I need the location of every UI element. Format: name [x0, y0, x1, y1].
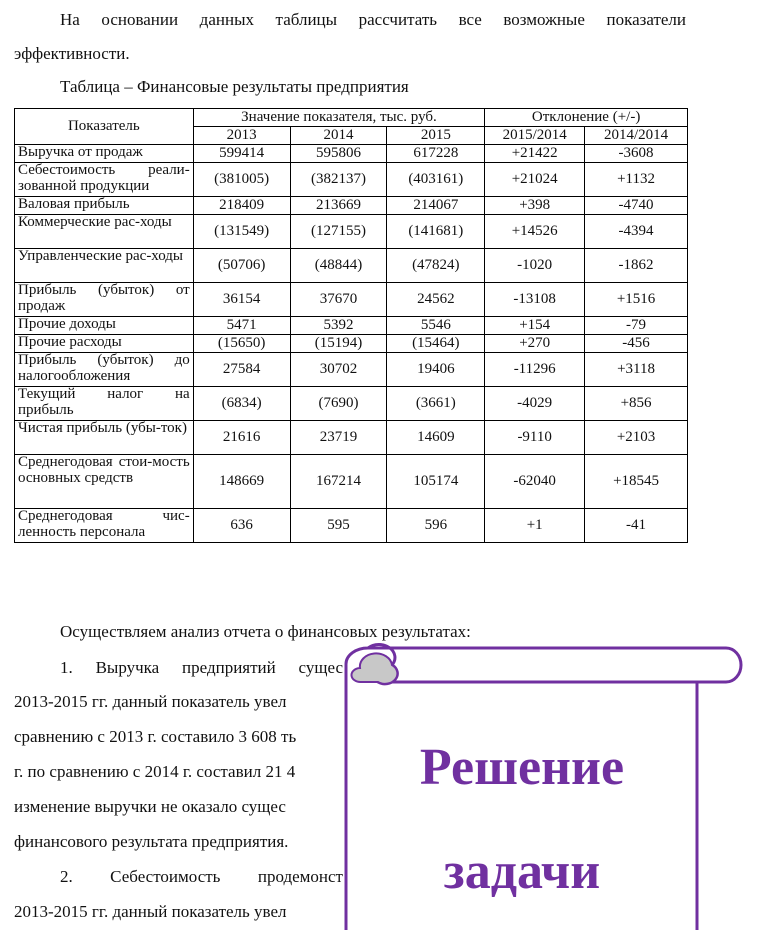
- intro-line-2: эффективности.: [14, 44, 130, 63]
- row-value: (15194): [290, 335, 387, 353]
- analysis-line-6: финансового результата предприятия.: [14, 832, 289, 851]
- row-value: +1516: [585, 283, 688, 317]
- row-value: -4740: [585, 197, 688, 215]
- table-title: Таблица – Финансовые результаты предприятия: [60, 77, 409, 96]
- row-value: (48844): [290, 249, 387, 283]
- row-value: (7690): [290, 387, 387, 421]
- row-value: 167214: [290, 455, 387, 509]
- row-value: 148669: [193, 455, 290, 509]
- row-label: Прибыль (убыток) до налогообложения: [15, 353, 194, 387]
- row-value: (6834): [193, 387, 290, 421]
- header-year-2015: 2015: [387, 127, 485, 145]
- analysis-line-5: изменение выручки не оказало сущес: [14, 797, 286, 816]
- header-year-2014: 2014: [290, 127, 387, 145]
- row-value: 218409: [193, 197, 290, 215]
- row-label: Чистая прибыль (убы-ток): [15, 421, 194, 455]
- row-value: -3608: [585, 145, 688, 163]
- row-value: 599414: [193, 145, 290, 163]
- row-value: 5392: [290, 317, 387, 335]
- row-value: (381005): [193, 163, 290, 197]
- row-label: Валовая прибыль: [15, 197, 194, 215]
- header-deviation-group: Отклонение (+/-): [485, 109, 688, 127]
- row-value: 21616: [193, 421, 290, 455]
- row-label: Прочие расходы: [15, 335, 194, 353]
- row-value: 37670: [290, 283, 387, 317]
- row-label: Среднегодовая чис-ленность персонала: [15, 509, 194, 543]
- row-value: +398: [485, 197, 585, 215]
- row-value: 30702: [290, 353, 387, 387]
- row-value: -9110: [485, 421, 585, 455]
- row-value: +154: [485, 317, 585, 335]
- row-value: 595: [290, 509, 387, 543]
- row-value: 617228: [387, 145, 485, 163]
- analysis-line-3: сравнению с 2013 г. составило 3 608 ть: [14, 727, 297, 746]
- row-value: 14609: [387, 421, 485, 455]
- row-value: -456: [585, 335, 688, 353]
- row-value: (47824): [387, 249, 485, 283]
- intro-line-1: На основании данных таблицы рассчитать все возможные показатели: [60, 10, 686, 29]
- overlay-title-line-2: задачи: [443, 843, 601, 900]
- row-value: +856: [585, 387, 688, 421]
- row-label: Управленческие рас-ходы: [15, 249, 194, 283]
- row-value: (131549): [193, 215, 290, 249]
- row-value: +21422: [485, 145, 585, 163]
- row-value: (382137): [290, 163, 387, 197]
- overlay-title-line-1: Решение: [419, 739, 625, 796]
- row-label: Текущий налог на прибыль: [15, 387, 194, 421]
- row-value: +1: [485, 509, 585, 543]
- row-value: -62040: [485, 455, 585, 509]
- analysis-line-2: 2013-2015 гг. данный показатель увел: [14, 692, 287, 711]
- row-value: +3118: [585, 353, 688, 387]
- header-value-group: Значение показателя, тыс. руб.: [193, 109, 485, 127]
- row-value: (127155): [290, 215, 387, 249]
- analysis-line-4: г. по сравнению с 2014 г. составил 21 4: [14, 762, 296, 781]
- header-deviation-2: 2014/2014: [585, 127, 688, 145]
- row-value: (141681): [387, 215, 485, 249]
- header-deviation-1: 2015/2014: [485, 127, 585, 145]
- row-value: +21024: [485, 163, 585, 197]
- row-label: Себестоимость реали-зованной продукции: [15, 163, 194, 197]
- row-value: 23719: [290, 421, 387, 455]
- row-label: Прочие доходы: [15, 317, 194, 335]
- row-value: 5471: [193, 317, 290, 335]
- row-value: 24562: [387, 283, 485, 317]
- row-value: -4029: [485, 387, 585, 421]
- analysis-line-7: 2. Себестоимость продемонст: [60, 867, 343, 886]
- row-value: +18545: [585, 455, 688, 509]
- row-value: 213669: [290, 197, 387, 215]
- row-value: (15650): [193, 335, 290, 353]
- row-value: +1132: [585, 163, 688, 197]
- row-value: -41: [585, 509, 688, 543]
- row-value: 5546: [387, 317, 485, 335]
- row-value: -13108: [485, 283, 585, 317]
- row-value: 214067: [387, 197, 485, 215]
- row-value: 595806: [290, 145, 387, 163]
- row-value: (15464): [387, 335, 485, 353]
- row-value: +14526: [485, 215, 585, 249]
- row-value: (403161): [387, 163, 485, 197]
- row-value: (3661): [387, 387, 485, 421]
- row-value: 27584: [193, 353, 290, 387]
- row-value: -11296: [485, 353, 585, 387]
- row-value: -79: [585, 317, 688, 335]
- header-indicator: Показатель: [15, 109, 194, 145]
- analysis-heading: Осуществляем анализ отчета о финансовых результатах:: [60, 622, 471, 641]
- row-label: Коммерческие рас-ходы: [15, 215, 194, 249]
- row-value: -1020: [485, 249, 585, 283]
- row-value: 636: [193, 509, 290, 543]
- row-label: Выручка от продаж: [15, 145, 194, 163]
- analysis-line-8: 2013-2015 гг. данный показатель увел: [14, 902, 287, 921]
- analysis-line-1: 1. Выручка предприятий сущес: [60, 658, 343, 677]
- row-label: Среднегодовая стои-мость основных средств: [15, 455, 194, 509]
- header-year-2013: 2013: [193, 127, 290, 145]
- row-label: Прибыль (убыток) от продаж: [15, 283, 194, 317]
- row-value: 36154: [193, 283, 290, 317]
- row-value: 596: [387, 509, 485, 543]
- row-value: +2103: [585, 421, 688, 455]
- row-value: +270: [485, 335, 585, 353]
- row-value: (50706): [193, 249, 290, 283]
- row-value: -1862: [585, 249, 688, 283]
- row-value: -4394: [585, 215, 688, 249]
- row-value: 19406: [387, 353, 485, 387]
- row-value: 105174: [387, 455, 485, 509]
